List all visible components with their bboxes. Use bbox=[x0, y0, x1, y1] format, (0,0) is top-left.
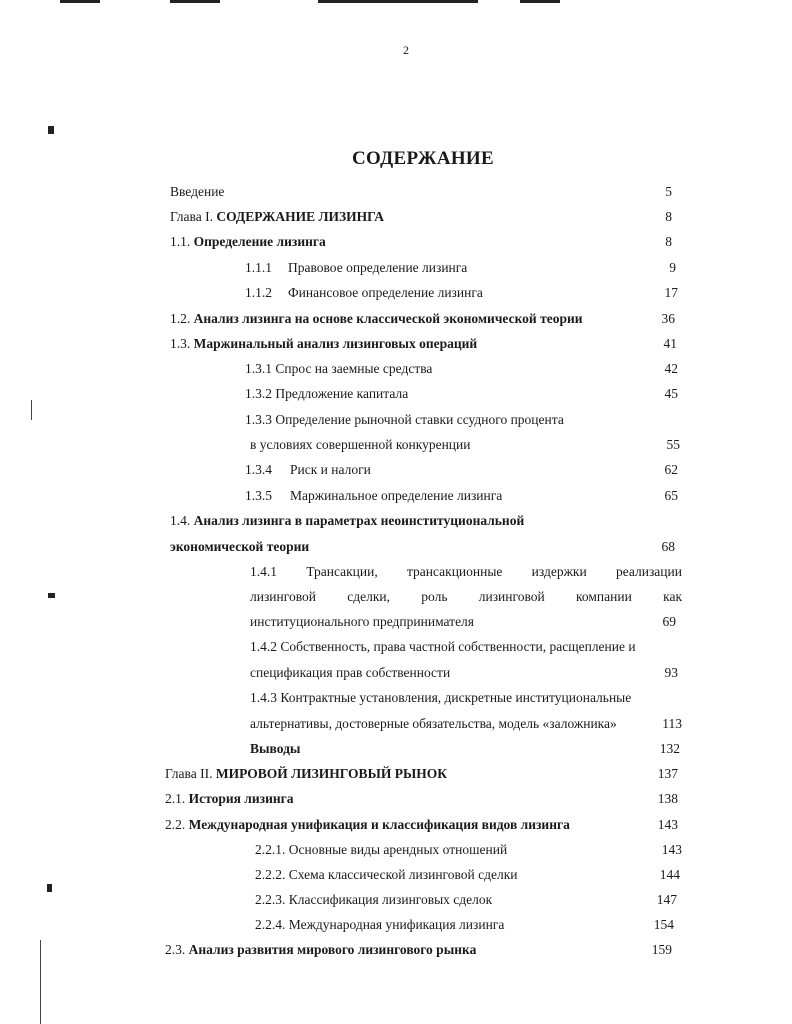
toc-entry-prefix: 2.2. bbox=[165, 817, 189, 832]
toc-entry-label: Маржинальный анализ лизинговых операций bbox=[193, 336, 478, 351]
toc-entry-page: 8 bbox=[665, 234, 672, 249]
scan-mark bbox=[48, 126, 54, 134]
toc-entry-word: роль bbox=[421, 589, 448, 604]
toc-entry-prefix: 1.4. bbox=[170, 513, 194, 528]
toc-entry-title bbox=[245, 410, 564, 430]
toc-entry-title bbox=[170, 537, 309, 557]
toc-entry-page: 138 bbox=[657, 791, 678, 806]
toc-entry-label: институционального предпринимателя bbox=[250, 614, 475, 629]
toc-entry bbox=[0, 182, 792, 202]
toc-entry-word: реализации bbox=[615, 564, 682, 579]
toc-entry-page: 17 bbox=[664, 285, 678, 300]
toc-entry-label: Маржинальное определение лизинга bbox=[290, 488, 503, 503]
page-title: СОДЕРЖАНИЕ bbox=[352, 148, 494, 169]
toc-entry-page: 55 bbox=[666, 437, 680, 452]
scan-mark bbox=[170, 0, 220, 3]
toc-entry-prefix: Глава II. bbox=[165, 766, 216, 781]
toc-entry bbox=[0, 764, 792, 784]
toc-entry-label: Анализ лизинга на основе классической экономической теории bbox=[193, 311, 583, 326]
toc-entry-title bbox=[250, 612, 474, 632]
toc-entry bbox=[0, 410, 792, 430]
toc-entry bbox=[0, 688, 792, 708]
toc-entry-title bbox=[170, 334, 477, 354]
toc-entry-page: 65 bbox=[664, 488, 678, 503]
toc-entry-label: 2.2.4. Международная унификация лизинга bbox=[255, 917, 505, 932]
toc-entry bbox=[0, 511, 792, 531]
toc-entry bbox=[0, 612, 792, 632]
toc-entry-page: 5 bbox=[665, 184, 672, 199]
toc-entry-page: 9 bbox=[669, 260, 676, 275]
toc-entry-label: в условиях совершенной конкуренции bbox=[250, 437, 471, 452]
scan-mark bbox=[520, 0, 560, 3]
toc-entry bbox=[0, 562, 792, 582]
toc-entry-title bbox=[250, 637, 636, 657]
toc-entry-label: спецификация прав собственности bbox=[250, 665, 451, 680]
toc-entry-justified-text bbox=[250, 587, 682, 607]
toc-entry bbox=[0, 789, 792, 809]
toc-entry-title bbox=[245, 359, 432, 379]
toc-entry-label: Выводы bbox=[250, 741, 301, 756]
toc-entry-title bbox=[170, 232, 326, 252]
toc-entry-prefix: 1.2. bbox=[170, 311, 194, 326]
toc-entry-page: 41 bbox=[663, 336, 677, 351]
toc-entry-label: экономической теории bbox=[170, 539, 310, 554]
toc-entry-label: Финансовое определение лизинга bbox=[288, 285, 483, 300]
toc-entry bbox=[0, 232, 792, 252]
toc-entry-label: 1.3.1 Спрос на заемные средства bbox=[245, 361, 433, 376]
toc-entry-label: Анализ лизинга в параметрах неоинституциональной bbox=[193, 513, 525, 528]
toc-entry bbox=[0, 283, 792, 303]
toc-entry-label: альтернативы, достоверные обязательства, модель «заложника» bbox=[250, 716, 617, 731]
toc-entry bbox=[0, 865, 792, 885]
toc-entry-label: 1.4.2 Собственность, права частной собственности, расщепление и bbox=[250, 639, 636, 654]
toc-entry bbox=[0, 637, 792, 657]
toc-entry-page: 154 bbox=[653, 917, 674, 932]
toc-entry bbox=[0, 840, 792, 860]
toc-entry bbox=[0, 207, 792, 227]
toc-entry-page: 42 bbox=[664, 361, 678, 376]
page-number: 2 bbox=[403, 43, 409, 57]
toc-entry-label: Введение bbox=[170, 184, 225, 199]
toc-entry-page: 144 bbox=[659, 867, 680, 882]
toc-entry-title bbox=[245, 283, 483, 303]
toc-entry-label: 1.3.3 Определение рыночной ставки ссудного процента bbox=[245, 412, 564, 427]
toc-entry-page: 113 bbox=[662, 716, 682, 731]
toc-entry bbox=[0, 587, 792, 607]
toc-entry-number: 1.1.1 bbox=[245, 260, 272, 275]
toc-entry-page: 69 bbox=[662, 614, 676, 629]
toc-entry-title bbox=[165, 789, 294, 809]
toc-entry bbox=[0, 258, 792, 278]
toc-entry-word: лизинговой bbox=[478, 589, 545, 604]
toc-entry-label: История лизинга bbox=[188, 791, 294, 806]
toc-entry-title bbox=[250, 714, 617, 734]
toc-entry-page: 36 bbox=[661, 311, 675, 326]
toc-entry-title bbox=[170, 182, 224, 202]
toc-entry-word: трансакционные bbox=[406, 564, 503, 579]
toc-entry-word: 1.4.1 bbox=[250, 564, 277, 579]
toc-entry bbox=[0, 486, 792, 506]
toc-entry-title bbox=[255, 915, 504, 935]
toc-entry-label: Анализ развития мирового лизингового рынка bbox=[188, 942, 477, 957]
toc-entry-label: 2.2.3. Классификация лизинговых сделок bbox=[255, 892, 493, 907]
toc-entry-page: 137 bbox=[657, 766, 678, 781]
toc-entry-word: лизинговой bbox=[250, 589, 316, 604]
toc-entry-title bbox=[250, 739, 300, 759]
toc-entry bbox=[0, 460, 792, 480]
toc-entry bbox=[0, 537, 792, 557]
toc-entry-word: сделки, bbox=[347, 589, 390, 604]
toc-entry-title bbox=[245, 486, 502, 506]
toc-entry-prefix: 2.3. bbox=[165, 942, 189, 957]
toc-entry-page: 159 bbox=[651, 942, 672, 957]
toc-entry-title bbox=[165, 815, 570, 835]
toc-entry-page: 8 bbox=[665, 209, 672, 224]
toc-entry-page: 143 bbox=[661, 842, 682, 857]
toc-entry bbox=[0, 815, 792, 835]
toc-entry-label: МИРОВОЙ ЛИЗИНГОВЫЙ РЫНОК bbox=[215, 766, 447, 781]
toc-entry-number: 1.3.4 bbox=[245, 462, 272, 477]
toc-entry bbox=[0, 714, 792, 734]
toc-entry bbox=[0, 890, 792, 910]
toc-entry-title bbox=[255, 840, 507, 860]
toc-entry-page: 93 bbox=[664, 665, 678, 680]
toc-entry-prefix: Глава I. bbox=[170, 209, 217, 224]
toc-entry-title bbox=[255, 865, 518, 885]
toc-entry-prefix: 1.1. bbox=[170, 234, 194, 249]
toc-entry-title bbox=[245, 384, 408, 404]
toc-entry-label: Международная унификация и классификация видов лизинга bbox=[188, 817, 570, 832]
toc-entry-number: 1.3.5 bbox=[245, 488, 272, 503]
toc-entry bbox=[0, 435, 792, 455]
toc-entry-word: издержки bbox=[531, 564, 587, 579]
toc-entry-title bbox=[165, 764, 447, 784]
toc-entry bbox=[0, 309, 792, 329]
toc-entry-title bbox=[250, 435, 470, 455]
toc-entry-label: 1.3.2 Предложение капитала bbox=[245, 386, 409, 401]
toc-entry-justified-text bbox=[250, 562, 682, 582]
toc-entry-prefix: 2.1. bbox=[165, 791, 189, 806]
toc-entry-label: 2.2.2. Схема классической лизинговой сделки bbox=[255, 867, 518, 882]
toc-entry-label: 2.2.1. Основные виды арендных отношений bbox=[255, 842, 508, 857]
toc-entry bbox=[0, 663, 792, 683]
scan-mark bbox=[318, 0, 478, 3]
toc-entry-page: 68 bbox=[661, 539, 675, 554]
toc-entry bbox=[0, 359, 792, 379]
toc-entry-page: 62 bbox=[664, 462, 678, 477]
toc-entry-page: 147 bbox=[656, 892, 677, 907]
toc-entry-label: Определение лизинга bbox=[193, 234, 326, 249]
toc-entry-title bbox=[170, 309, 583, 329]
toc-entry bbox=[0, 739, 792, 759]
toc-entry-title bbox=[245, 258, 467, 278]
toc-entry bbox=[0, 915, 792, 935]
toc-entry-word: Трансакции, bbox=[306, 564, 378, 579]
toc-entry bbox=[0, 940, 792, 960]
toc-entry-title bbox=[250, 688, 631, 708]
toc-entry-title bbox=[255, 890, 492, 910]
toc-entry-prefix: 1.3. bbox=[170, 336, 194, 351]
toc-entry-title bbox=[245, 460, 371, 480]
toc-entry-number: 1.1.2 bbox=[245, 285, 272, 300]
toc-entry-title bbox=[170, 207, 384, 227]
toc-entry-page: 45 bbox=[664, 386, 678, 401]
toc-entry-title bbox=[165, 940, 476, 960]
toc-entry-label: СОДЕРЖАНИЕ ЛИЗИНГА bbox=[216, 209, 385, 224]
toc-entry-label: Риск и налоги bbox=[290, 462, 371, 477]
toc-entry-word: компании bbox=[576, 589, 632, 604]
scan-mark bbox=[60, 0, 100, 3]
toc-entry bbox=[0, 384, 792, 404]
toc-entry-title bbox=[170, 511, 524, 531]
toc-entry-page: 132 bbox=[659, 741, 680, 756]
toc-entry-label: 1.4.3 Контрактные установления, дискретные институциональные bbox=[250, 690, 632, 705]
toc-entry-word: как bbox=[663, 589, 682, 604]
toc-entry-label: Правовое определение лизинга bbox=[288, 260, 468, 275]
toc-entry bbox=[0, 334, 792, 354]
toc-entry-page: 143 bbox=[657, 817, 678, 832]
toc-entry-title bbox=[250, 663, 450, 683]
